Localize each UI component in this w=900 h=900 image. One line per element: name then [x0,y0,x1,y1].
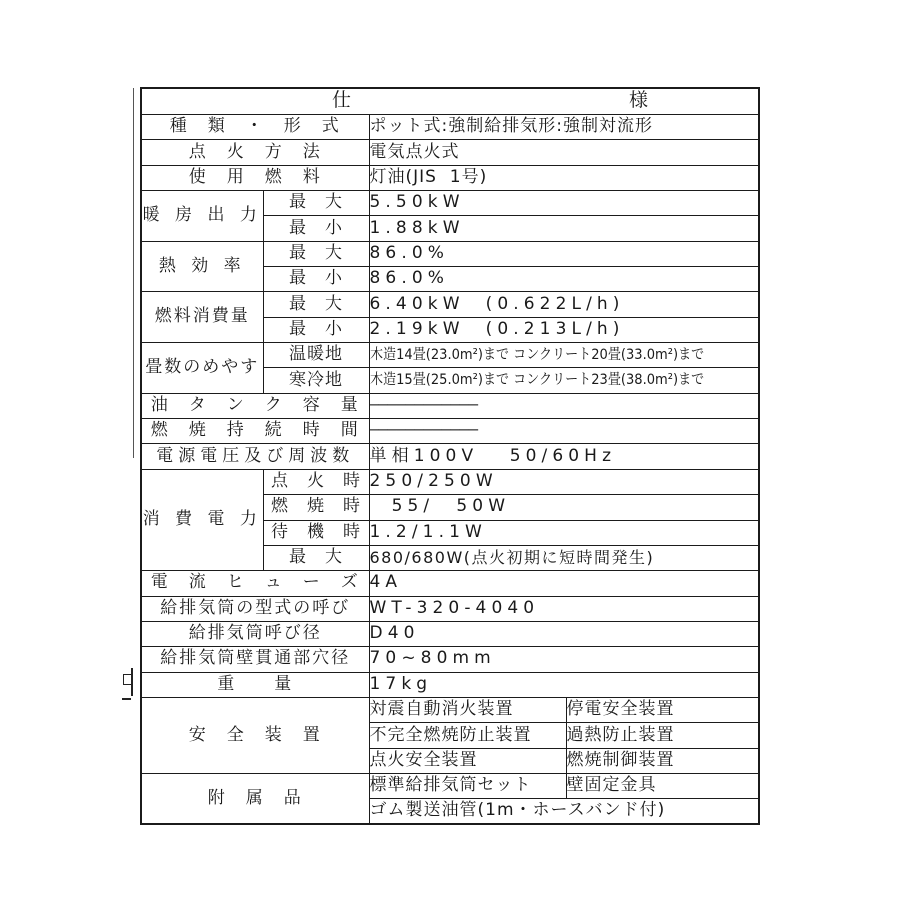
heat-output-min-label: 最 小 [263,216,369,241]
table-title [141,88,759,115]
spec-sheet [140,87,760,825]
row-accessories-1 [141,773,759,798]
row-power-ignite [141,469,759,494]
row-heat-output-max [141,191,759,216]
fuel-consumption-label: 燃料消費量 [141,292,263,343]
efficiency-label: 熱 効 率 [141,241,263,292]
power-burn-value: 55/ 50W [369,495,759,520]
power-ignite-label: 点 火 時 [263,469,369,494]
row-type [141,115,759,140]
tank-value: ──────────── [369,393,759,418]
power-standby-value: 1.2/1.1W [369,520,759,545]
safety-label: 安 全 装 置 [141,697,369,773]
room-size-label: 畳数のめやす [141,343,263,394]
ignition-value: 電気点火式 [369,140,759,165]
row-room-size-warm [141,343,759,368]
fuel-consumption-min-label: 最 小 [263,317,369,342]
fuel-value: 灯油(JIS 1号) [369,165,759,190]
flue-model-label: 給排気筒の型式の呼び [141,596,369,621]
safety-item-incomplete-combustion: 不完全燃焼防止装置 [369,723,566,748]
efficiency-max-value: 86.0% [369,241,759,266]
flue-model-value: WT-320-4040 [369,596,759,621]
row-fuse [141,571,759,596]
fuel-consumption-max-label: 最 大 [263,292,369,317]
type-value: ポット式:強制給排気形:強制対流形 [369,115,759,140]
row-flue-model [141,596,759,621]
room-size-cold-label: 寒冷地 [263,368,369,393]
power-consumption-label: 消 費 電 力 [141,469,263,570]
power-max-label: 最 大 [263,545,369,570]
efficiency-min-label: 最 小 [263,267,369,292]
row-ignition [141,140,759,165]
heat-output-max-value: 5.50kW [369,191,759,216]
row-power-supply [141,444,759,469]
row-burn-time [141,419,759,444]
safety-item-outage: 停電安全装置 [566,697,759,722]
row-flue-diameter [141,621,759,646]
heat-output-max-label: 最 大 [263,191,369,216]
wall-hole-value: 70~80mm [369,647,759,672]
fuse-label: 電 流 ヒ ュ ー ズ [141,571,369,596]
safety-item-overheat: 過熱防止装置 [566,723,759,748]
title-left: 仕 [332,89,352,111]
power-ignite-value: 250/250W [369,469,759,494]
efficiency-min-value: 86.0% [369,267,759,292]
safety-item-quake: 対震自動消火装置 [369,697,566,722]
title-right: 様 [629,89,649,111]
flue-diameter-value: D40 [369,621,759,646]
burn-time-value: ──────────── [369,419,759,444]
flue-diameter-label: 給排気筒呼び径 [141,621,369,646]
weight-value: 17kg [369,672,759,697]
type-label: 種 類 ・ 形 式 [141,115,369,140]
power-max-value: 680/680W(点火初期に短時間発生) [369,545,759,570]
fuel-consumption-min-value: 2.19kW (0.213L/h) [369,317,759,342]
fuel-label: 使 用 燃 料 [141,165,369,190]
weight-label: 重 量 [141,672,369,697]
row-efficiency-max [141,241,759,266]
fuel-consumption-max-value: 6.40kW (0.622L/h) [369,292,759,317]
burn-time-label: 燃 焼 持 続 時 間 [141,419,369,444]
room-size-cold-value: 木造15畳(25.0m²)まで コンクリート23畳(38.0m²)まで [369,368,759,393]
heat-output-label: 暖 房 出 力 [141,191,263,242]
safety-item-ignition: 点火安全装置 [369,748,566,773]
row-fuel-consumption-max [141,292,759,317]
fuse-value: 4A [369,571,759,596]
ignition-label: 点 火 方 法 [141,140,369,165]
row-safety-1 [141,697,759,722]
spec-table [140,87,760,825]
accessory-flue-set: 標準給排気筒セット [369,773,566,798]
room-size-warm-value: 木造14畳(23.0m²)まで コンクリート20畳(33.0m²)まで [369,343,759,368]
scan-edge-line [133,88,134,458]
safety-item-combustion-control: 燃焼制御装置 [566,748,759,773]
row-weight [141,672,759,697]
wall-hole-label: 給排気筒壁貫通部穴径 [141,647,369,672]
accessory-wall-bracket: 壁固定金具 [566,773,759,798]
row-wall-hole [141,647,759,672]
heat-output-min-value: 1.88kW [369,216,759,241]
power-supply-label: 電源電圧及び周波数 [141,444,369,469]
efficiency-max-label: 最 大 [263,241,369,266]
power-burn-label: 燃 焼 時 [263,495,369,520]
accessories-label: 附 属 品 [141,773,369,824]
power-standby-label: 待 機 時 [263,520,369,545]
room-size-warm-label: 温暖地 [263,343,369,368]
tank-label: 油 タ ン ク 容 量 [141,393,369,418]
power-supply-value: 単相100V 50/60Hz [369,444,759,469]
row-tank [141,393,759,418]
row-fuel [141,165,759,190]
accessory-oil-hose: ゴム製送油管(1m・ホースバンド付) [369,799,759,824]
scan-stray-mark [120,668,136,704]
header-row [141,88,759,115]
